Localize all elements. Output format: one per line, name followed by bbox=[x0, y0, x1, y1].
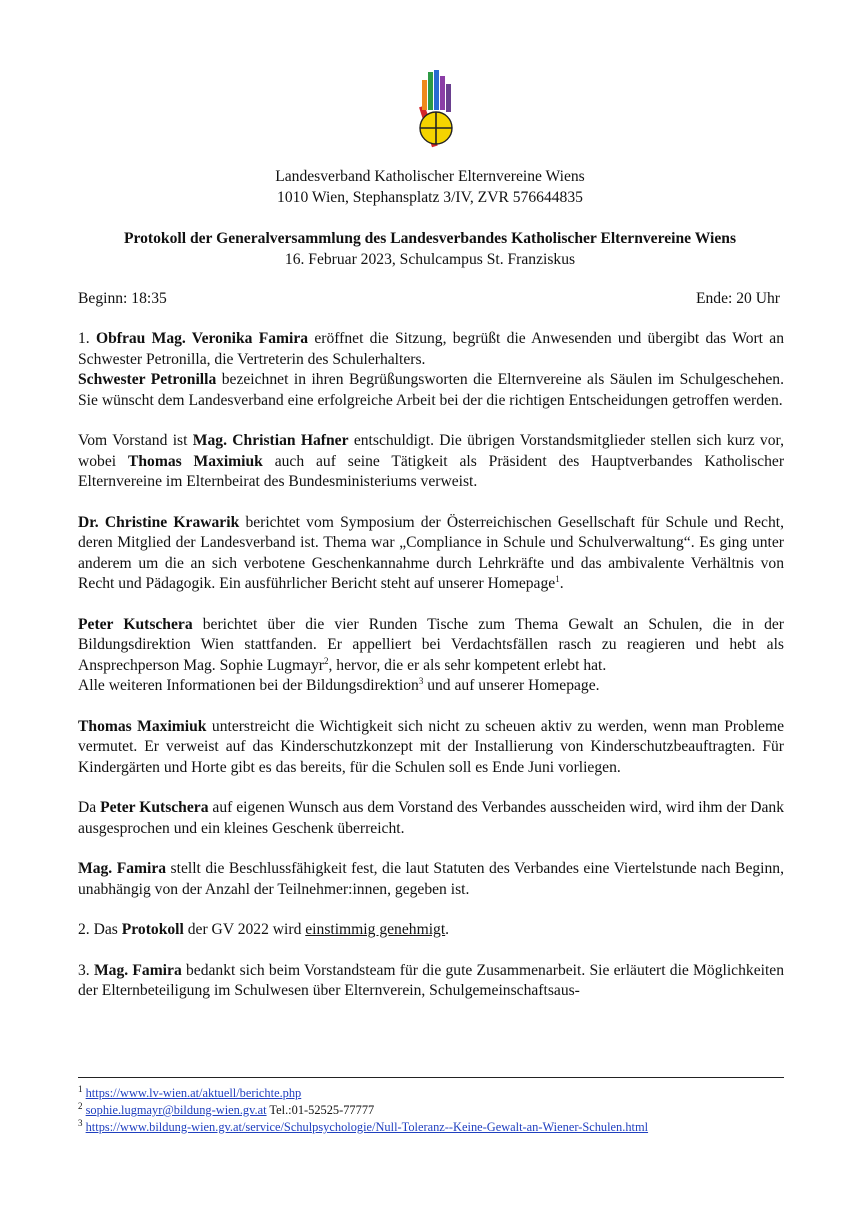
text-fragment: 2. Das bbox=[78, 921, 122, 938]
footnote-item bbox=[78, 1119, 784, 1136]
footnote-item bbox=[78, 1102, 784, 1119]
paragraph-text: berichtet vom Symposium der Österreichischen Gesellschaft für Schule und Recht, deren Mitglied der Landesverband ist. Thema war „Compliance in Schule und Schulverwaltung“. Es ging unter anderem um die an sich verbotene Geschenkannahme durch Lehrkräfte und das ambivalente Verhältnis von Recht und Pädagogik. Ein ausführlicher Bericht steht auf unserer Homepage bbox=[78, 513, 784, 592]
footnote-ref[interactable]: 3 bbox=[418, 675, 424, 686]
meeting-times bbox=[78, 289, 780, 310]
paragraph-text: bedankt sich beim Vorstandsteam für die gute Zusammenarbeit. Sie erläutert die Möglichkeiten der Elternbeteiligung im Schulwesen über Elternverein, Schulgemeinschaftsaus- bbox=[78, 961, 784, 999]
person-name: Obfrau Mag. Veronika Famira bbox=[95, 330, 309, 347]
footnote-link[interactable]: https://www.bildung-wien.gv.at/service/Schulpsychologie/Null-Toleranz--Keine-Gewalt-an-Wiener-Schulen.html bbox=[85, 1120, 649, 1134]
text-fragment: , hervor, die er als sehr kompetent erlebt hat. bbox=[328, 656, 607, 674]
text-fragment: Vom Vorstand ist bbox=[78, 432, 193, 449]
footnotes bbox=[78, 1085, 784, 1136]
footnote-link[interactable]: sophie.lugmayr@bildung-wien.gv.at bbox=[85, 1103, 267, 1117]
footnote-number: 2 bbox=[78, 1100, 83, 1111]
person-name: Thomas Maximiuk bbox=[127, 452, 263, 470]
person-name: Thomas Maximiuk bbox=[78, 717, 207, 735]
end-time: Ende: 20 Uhr bbox=[695, 290, 780, 307]
paragraph-text: stellt die Beschlussfähigkeit fest, die laut Statuten des Verbandes eine Viertelstunde nach Beginn, unabhängig von der Anzahl der Teilnehmer:innen, gegeben ist. bbox=[78, 860, 784, 898]
item-number: 3. bbox=[78, 961, 90, 979]
person-name: Dr. Christine Krawarik bbox=[78, 513, 240, 531]
hand-cross-logo-icon bbox=[398, 68, 464, 154]
person-name: Mag. Famira bbox=[93, 961, 182, 979]
begin-time: Beginn: 18:35 bbox=[78, 290, 167, 307]
paragraph-text: eröffnet die Sitzung, begrüßt die Anwesenden und übergibt das Wort an Schwester Petronilla, die Vertreterin des Schulerhalters. bbox=[78, 330, 784, 368]
paragraph-board bbox=[78, 431, 784, 493]
person-name: Peter Kutschera bbox=[100, 799, 209, 816]
document-subtitle: 16. Februar 2023, Schulcampus St. Franziskus bbox=[284, 250, 576, 268]
person-name: Peter Kutschera bbox=[78, 615, 193, 633]
org-name: Landesverband Katholischer Elternvereine Wiens bbox=[275, 168, 585, 185]
text-fragment: Da bbox=[78, 799, 101, 816]
footnote-item bbox=[78, 1085, 784, 1102]
footnote-ref[interactable]: 1 bbox=[555, 573, 560, 584]
paragraph-text: auf eigenen Wunsch aus dem Vorstand des Verbandes ausscheiden wird, wird ihm der Dank ausgesprochen und ein kleines Geschenk überreicht. bbox=[78, 799, 784, 837]
footnote-number: 1 bbox=[78, 1083, 83, 1094]
text-fragment: und auf unserer Homepage. bbox=[423, 677, 600, 694]
paragraph-round-tables bbox=[78, 615, 784, 677]
emphasis: Protokoll bbox=[121, 921, 184, 938]
paragraph-quorum bbox=[78, 859, 784, 900]
document-title: Protokoll der Generalversammlung des Landesverbandes Katholischer Elternvereine Wiens bbox=[123, 230, 737, 247]
organization-header bbox=[0, 167, 860, 208]
text-fragment: auch auf seine Tätigkeit als Präsident des Hauptverbandes Katholischer Elternvereine im Elternbeirat des Bundesministeriums verweist. bbox=[78, 452, 785, 490]
paragraph-protocol-approval bbox=[78, 920, 784, 941]
person-name: Schwester Petronilla bbox=[78, 371, 217, 388]
person-name: Mag. Christian Hafner bbox=[192, 432, 349, 449]
text-fragment: entschuldigt. Die übrigen Vorstandsmitglieder stellen sich kurz vor, wobei bbox=[78, 432, 784, 470]
text-fragment: . bbox=[559, 575, 564, 592]
paragraph-further-info bbox=[78, 676, 784, 697]
footnote-extra: Tel.:01-52525-77777 bbox=[266, 1103, 375, 1117]
paragraph-text: bezeichnet in ihren Begrüßungsworten die Elternvereine als Säulen im Schulgeschehen. Sie wünscht dem Landesverband eine erfolgreiche Arbeit bei der die richtigen Entscheidungen getroffen werden. bbox=[78, 371, 784, 409]
text-fragment: . bbox=[445, 921, 450, 938]
paragraph-petronilla bbox=[78, 370, 784, 411]
footnote-link[interactable]: https://www.lv-wien.at/aktuell/berichte.php bbox=[85, 1086, 302, 1100]
person-name: Mag. Famira bbox=[78, 860, 167, 877]
org-address: 1010 Wien, Stephansplatz 3/IV, ZVR 576644835 bbox=[277, 188, 583, 206]
paragraph-opening bbox=[78, 329, 784, 370]
footnote-ref[interactable]: 2 bbox=[323, 655, 329, 666]
paragraph-thanks bbox=[78, 961, 784, 1002]
text-fragment: der GV 2022 wird bbox=[183, 921, 306, 938]
footnote-divider bbox=[78, 1077, 784, 1078]
minutes-body bbox=[78, 329, 784, 1002]
paragraph-farewell bbox=[78, 798, 784, 839]
document-title-block bbox=[0, 229, 860, 270]
item-number: 1. bbox=[78, 330, 90, 347]
footnote-number: 3 bbox=[78, 1117, 83, 1128]
paragraph-child-protection bbox=[78, 717, 784, 779]
paragraph-text: unterstreicht die Wichtigkeit sich nicht zu scheuen aktiv zu werden, wenn man Probleme vermutet. Er verweist auf das Kinderschutzkonzept mit der Installierung von Kinderschutzbeauftragten. Für Kindergärten und Horte gibt es das bereits, für die Schulen soll es Ende Juni vorliegen. bbox=[78, 717, 784, 776]
underlined-text: einstimmig genehmigt bbox=[305, 921, 446, 938]
paragraph-text: berichtet über die vier Runden Tische zum Thema Gewalt an Schulen, die in der Bildungsdirektion Wien stattfanden. Er appelliert bei Verdachtsfällen rasch zu reagieren und hebt als Ansprechperson Mag. Sophie Lugmayr bbox=[78, 615, 784, 674]
text-fragment: Alle weiteren Informationen bei der Bildungsdirektion bbox=[78, 677, 419, 694]
paragraph-symposium bbox=[78, 513, 784, 595]
